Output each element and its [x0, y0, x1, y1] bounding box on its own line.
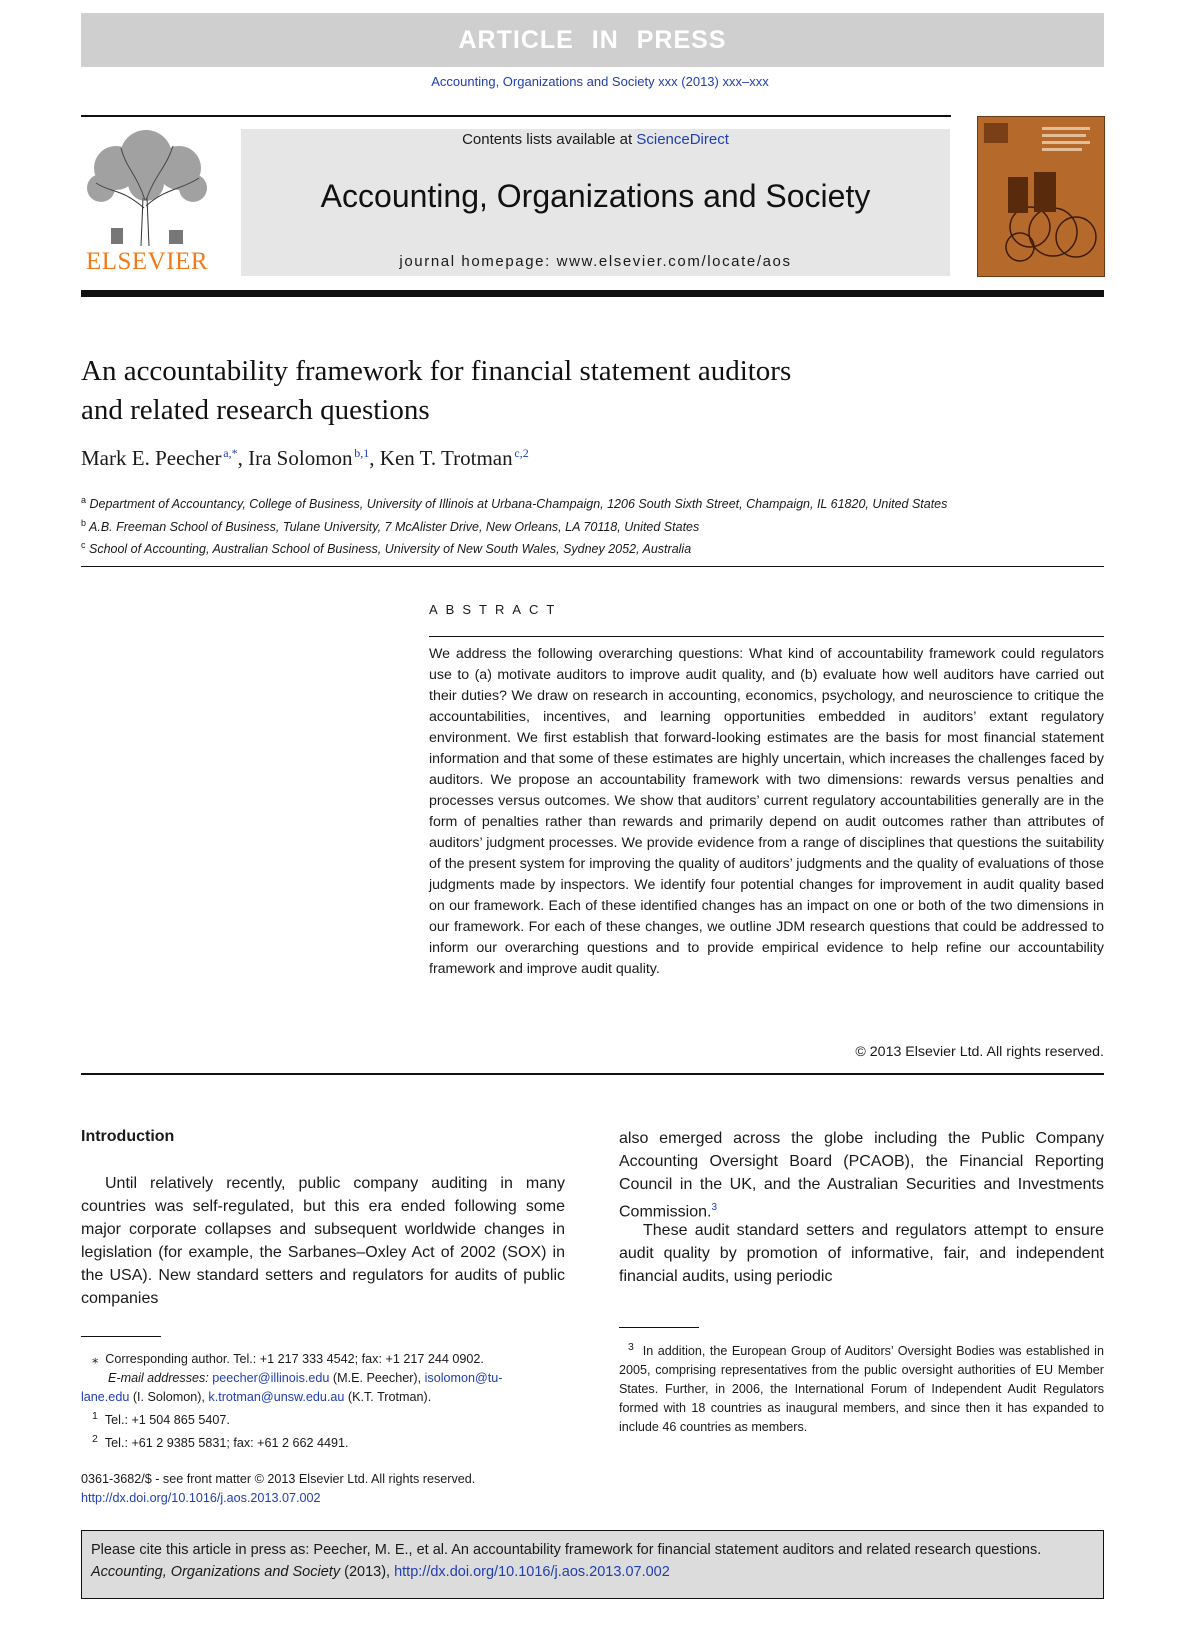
author-name: Ken T. Trotman	[379, 446, 513, 470]
affiliation-mark: a	[81, 495, 87, 505]
header-rule	[81, 115, 951, 117]
footnote-emails-cont	[81, 1388, 565, 1407]
footnote-2	[81, 1430, 565, 1453]
footnote-text: Corresponding author. Tel.: +1 217 333 4542; fax: +1 217 244 0902.	[105, 1352, 484, 1366]
banner-text: ARTICLE IN PRESS	[458, 25, 727, 54]
author-affiliation-mark[interactable]: c,2	[514, 446, 529, 460]
citation-doi-link[interactable]: http://dx.doi.org/10.1016/j.aos.2013.07.002	[394, 1564, 670, 1580]
footnote-1	[81, 1407, 565, 1430]
footnote-3	[619, 1338, 1104, 1437]
publisher-wordmark: ELSEVIER	[85, 248, 209, 275]
author-list: Mark E. Peecher $^{a,*}$, Ira Solomon $^{b,1}$, Ken T. Trotman $^{c,2}$	[81, 446, 529, 470]
author-affiliation-mark[interactable]: b,1	[354, 446, 370, 460]
journal-cover-image	[977, 116, 1105, 277]
contents-prefix: Contents lists available at	[462, 131, 637, 148]
masthead-bottom-rule	[81, 290, 1104, 297]
author-name: Ira Solomon	[248, 446, 353, 470]
body-paragraph-right-2: These audit standard setters and regulators attempt to ensure audit quality by promotion of informative, fair, and independent financial audits, using periodic	[619, 1222, 1104, 1285]
affiliation-text: School of Accounting, Australian School of Business, University of New South Wales, Sydney 2052, Australia	[88, 542, 692, 557]
title-block-rule	[81, 566, 1104, 567]
affiliation-text: A.B. Freeman School of Business, Tulane University, 7 McAlister Drive, New Orleans, LA 70118, United States	[89, 519, 700, 534]
affiliation-text: Department of Accountancy, College of Business, University of Illinois at Urbana-Champaign, 1206 South Sixth Street, Champaign, IL 61820, United States	[89, 497, 948, 512]
homepage-prefix: journal homepage:	[399, 253, 557, 270]
homepage-url-link[interactable]: www.elsevier.com/locate/aos	[556, 253, 792, 270]
article-in-press-banner	[81, 13, 1104, 67]
section-heading-introduction: Introduction	[81, 1128, 175, 1145]
article-title-line-1: An accountability framework for financial statement auditors	[81, 355, 792, 387]
doi-link[interactable]: http://dx.doi.org/10.1016/j.aos.2013.07.002	[81, 1491, 321, 1505]
abstract-end-rule	[81, 1073, 1104, 1075]
email-link-trotman[interactable]: k.trotman@unsw.edu.au	[208, 1390, 345, 1404]
journal-homepage-line	[241, 253, 950, 270]
email-link-solomon-part1[interactable]: isolomon@tu-	[424, 1371, 503, 1385]
footnote-emails	[81, 1369, 565, 1388]
footnote-mark: 1	[92, 1410, 98, 1422]
footnote-corresponding	[81, 1350, 565, 1369]
footnote-mark: 2	[92, 1433, 98, 1446]
author-name: Mark E. Peecher	[81, 446, 222, 470]
sciencedirect-link[interactable]: ScienceDirect	[636, 131, 729, 148]
affiliation-item	[81, 536, 1111, 559]
abstract-rule	[429, 636, 1104, 637]
journal-title: Accounting, Organizations and Society	[320, 178, 871, 214]
citation-text	[91, 1539, 1096, 1583]
author-affiliation-mark[interactable]: a,*	[223, 446, 238, 460]
body-paragraph-right-1	[619, 1127, 1104, 1223]
body-paragraph-left: Until relatively recently, public company auditing in many countries was self-regulated, but this era ended following some major corporate collapses and subsequent worldwide changes in legislation (for example, the Sarbanes–Oxley Act of 2002 (SOX) in the USA). New standard setters and regulators for audits of public companies	[81, 1175, 565, 1307]
affiliation-item	[81, 514, 1111, 537]
footnote-text: In addition, the European Group of Auditors’ Oversight Bodies was established in 2005, comprising representatives from the public oversight authorities of EU Member States. Further, in 2006, the International Forum of Independent Audit Regulators formed with 18 countries as inaugural members, and since then it has expanded to include 46 countries as members.	[619, 1344, 1104, 1435]
email-owner: (I. Solomon),	[132, 1390, 205, 1404]
citation-year: (2013),	[344, 1564, 391, 1580]
issn-line: 0361-3682/$ - see front matter © 2013 Elsevier Ltd. All rights reserved.	[81, 1472, 476, 1486]
footnote-mark: ⁎	[92, 1352, 99, 1366]
article-title	[81, 352, 1081, 430]
email-label: E-mail addresses:	[108, 1371, 209, 1385]
footnotes-left	[81, 1350, 565, 1453]
contents-available-line	[241, 131, 950, 148]
citation-prefix: Please cite this article in press as: Peecher, M. E., et al. An accountability framework for financial statement auditors and related research questions.	[91, 1542, 1042, 1558]
affiliations	[81, 491, 1111, 559]
affiliation-item	[81, 491, 1111, 514]
footnote-ref-3[interactable]: 3	[711, 1202, 718, 1213]
affiliation-mark: c	[81, 540, 86, 551]
email-link-peecher[interactable]: peecher@illinois.edu	[212, 1371, 330, 1385]
footnote-rule-left	[81, 1336, 161, 1337]
abstract-heading: ABSTRACT	[429, 602, 563, 617]
email-owner: (K.T. Trotman).	[347, 1390, 432, 1404]
journal-reference: Accounting, Organizations and Society xxx (2013) xxx–xxx	[431, 74, 769, 89]
email-link-solomon-part2[interactable]: lane.edu	[81, 1390, 130, 1404]
front-matter-info	[81, 1470, 681, 1508]
footnote-mark: 3	[627, 1341, 634, 1353]
affiliation-mark: b	[81, 517, 87, 528]
article-title-line-2: and related research questions	[81, 394, 430, 426]
paragraph-text: also emerged across the globe including the Public Company Accounting Oversight Board (PCAOB), the Financial Reporting Council in the UK, and the Australian Securities and Investments Commission.	[619, 1130, 1104, 1221]
footnote-rule-right	[619, 1327, 699, 1328]
footnote-text: Tel.: +61 2 9385 5831; fax: +61 2 662 4491.	[104, 1436, 349, 1451]
abstract-text: We address the following overarching questions: What kind of accountability framework could regulators use to (a) motivate auditors to improve audit quality, and (b) evaluate how well auditors have carried out their duties? We draw on research in accounting, economics, psychology, and neuroscience to critique the accountabilities, incentives, and learning opportunities embedded in auditors’ extant regulatory environment. We first establish that forward-looking estimates are the basis for most financial statement information and that some of these estimates are highly uncertain, which increases the challenges faced by auditors. We propose an accountability framework with two dimensions: rewards versus penalties and processes versus outcomes. We show that auditors’ current regulatory accountabilities generally are in the form of penalties rather than rewards and primarily depend on audit outcomes rather than attributes of auditors’ judgment processes. We provide evidence from a range of disciplines that questions the suitability of the present system for improving the quality of auditors’ judgments and the quality of evaluations of those judgments made by inspectors. We identify four potential changes for improvement in audit quality based on our framework. Each of these identified changes has an impact on one or both of the two dimensions in our framework. For each of these changes, we outline JDM research questions that could be addressed to inform our overarching questions and to provide empirical evidence to help refine our accountability framework and improve audit quality.	[429, 646, 1104, 977]
citation-journal: Accounting, Organizations and Society	[91, 1564, 341, 1580]
abstract-copyright: © 2013 Elsevier Ltd. All rights reserved.	[855, 1044, 1104, 1060]
email-owner: (M.E. Peecher),	[332, 1371, 422, 1385]
footnote-text: Tel.: +1 504 865 5407.	[104, 1413, 230, 1428]
